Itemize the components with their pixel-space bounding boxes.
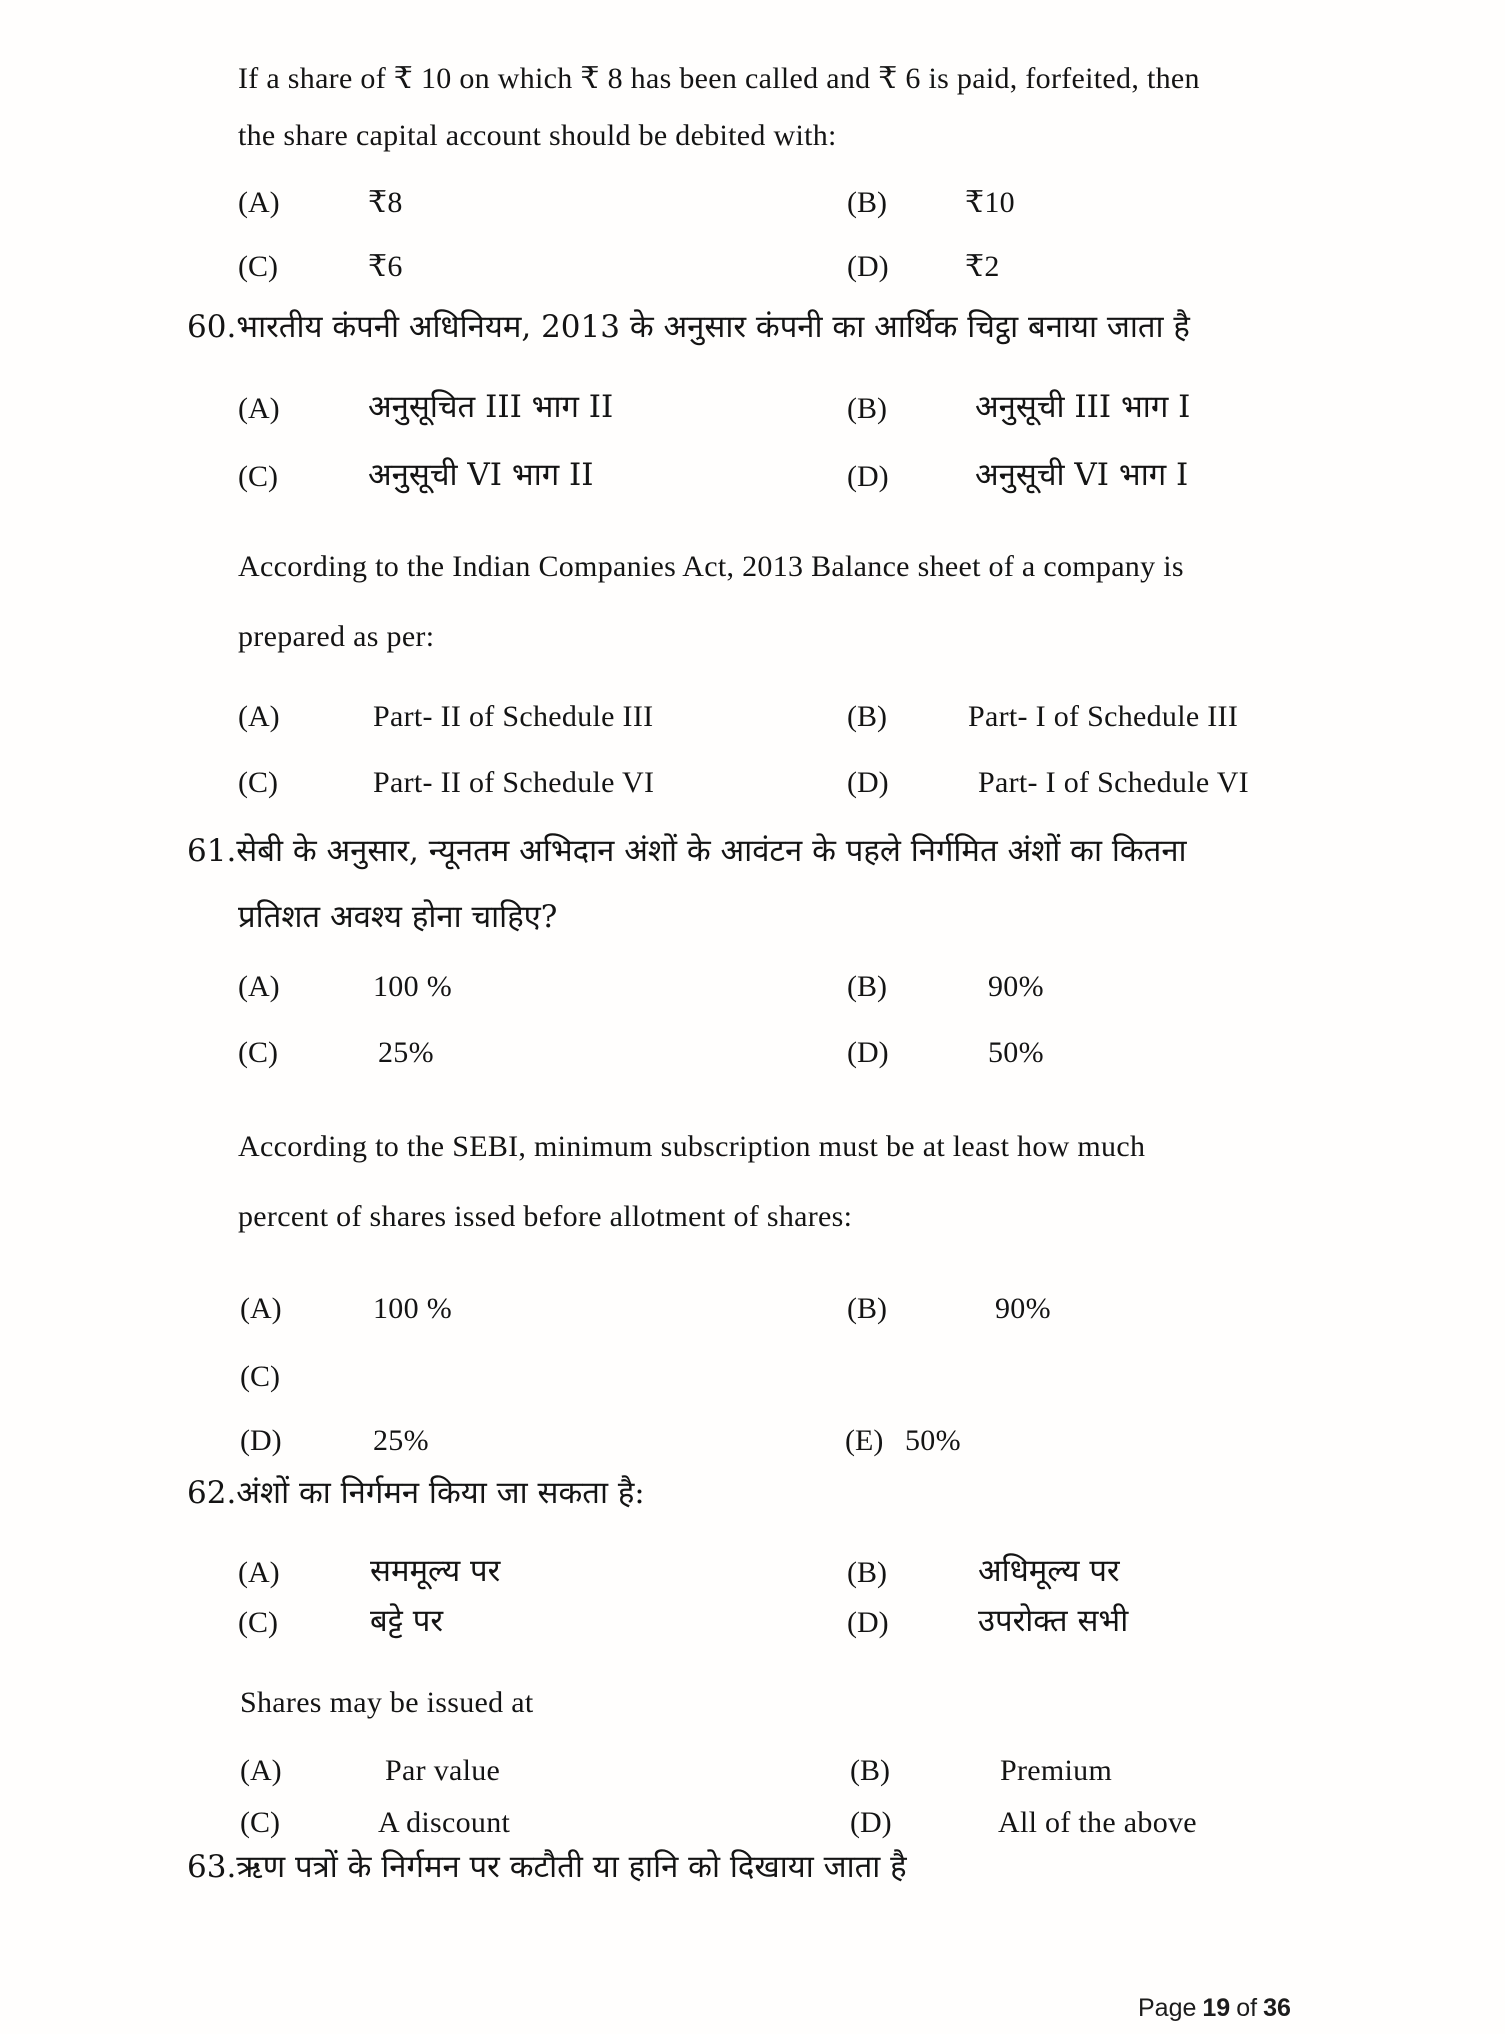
option-label: (B) — [847, 186, 887, 219]
option-value: अनुसूची VI भाग I — [975, 457, 1189, 493]
option-value: All of the above — [998, 1806, 1197, 1839]
page-footer — [1138, 1994, 1291, 2023]
total-pages: 36 — [1263, 1994, 1291, 2022]
question-60-english-line-2: prepared as per: — [238, 620, 435, 653]
question-62-english-text: Shares may be issued at — [240, 1686, 534, 1719]
option-label: (C) — [238, 1036, 278, 1069]
question-62-text: 62.अंशों का निर्गमन किया जा सकता है: — [187, 1475, 645, 1511]
option-label: (B) — [847, 392, 887, 425]
option-value: ₹10 — [965, 186, 1015, 219]
of-label: of — [1236, 1994, 1258, 2022]
option-label: (B) — [847, 970, 887, 1003]
option-label: (C) — [238, 766, 278, 799]
option-label: (D) — [847, 1606, 889, 1639]
option-value: Premium — [1000, 1754, 1113, 1787]
option-label: (C) — [238, 250, 278, 283]
question-60-english-line-1: According to the Indian Companies Act, 2013 Balance sheet of a company is — [238, 550, 1184, 583]
option-value: अधिमूल्य पर — [978, 1553, 1120, 1589]
option-label: (C) — [240, 1360, 280, 1393]
option-value: 90% — [995, 1292, 1051, 1325]
option-value: Part- I of Schedule VI — [978, 766, 1249, 799]
option-value: 50% — [905, 1424, 961, 1457]
option-value: 25% — [378, 1036, 434, 1069]
option-label: (B) — [847, 1292, 887, 1325]
option-label: (D) — [240, 1424, 282, 1457]
option-value: 25% — [373, 1424, 429, 1457]
option-value: Part- I of Schedule III — [968, 700, 1239, 733]
option-label: (D) — [850, 1806, 892, 1839]
option-value: 100 % — [373, 1292, 452, 1325]
option-value: सममूल्य पर — [370, 1553, 501, 1589]
option-label: (D) — [847, 1036, 889, 1069]
option-value: Part- II of Schedule VI — [373, 766, 655, 799]
option-value: Par value — [385, 1754, 501, 1787]
question-61-english-line-2: percent of shares issed before allotment of shares: — [238, 1200, 853, 1233]
option-label: (A) — [238, 970, 280, 1003]
question-60-text: 60.भारतीय कंपनी अधिनियम, 2013 के अनुसार कंपनी का आर्थिक चिट्ठा बनाया जाता है — [187, 309, 1190, 345]
option-label: (D) — [847, 766, 889, 799]
option-label: (A) — [238, 1556, 280, 1589]
option-value: A discount — [378, 1806, 511, 1839]
page-number: 19 — [1202, 1994, 1231, 2022]
option-value: उपरोक्त सभी — [978, 1603, 1129, 1639]
option-value: 50% — [988, 1036, 1044, 1069]
question-59-text-line-1: If a share of ₹ 10 on which ₹ 8 has been called and ₹ 6 is paid, forfeited, then — [238, 62, 1200, 95]
option-value: बट्टे पर — [370, 1603, 444, 1639]
option-label: (A) — [238, 700, 280, 733]
question-61-text-line-1: 61.सेबी के अनुसार, न्यूनतम अभिदान अंशों के आवंटन के पहले निर्गमित अंशों का कितना — [187, 833, 1187, 869]
question-61-text-line-2: प्रतिशत अवश्य होना चाहिए? — [238, 899, 558, 935]
option-value: ₹2 — [965, 250, 1000, 283]
option-value: ₹8 — [368, 186, 403, 219]
option-label: (B) — [847, 700, 887, 733]
option-value: अनुसूची VI भाग II — [368, 457, 594, 493]
page-label: Page — [1138, 1994, 1197, 2022]
option-label: (B) — [850, 1754, 890, 1787]
option-value: अनुसूचित III भाग II — [368, 389, 614, 425]
option-label: (A) — [240, 1754, 282, 1787]
option-label: (C) — [240, 1806, 280, 1839]
question-63-text: 63.ऋण पत्रों के निर्गमन पर कटौती या हानि को दिखाया जाता है — [187, 1849, 907, 1885]
option-label: (D) — [847, 460, 889, 493]
option-value: ₹6 — [368, 250, 403, 283]
option-label: (B) — [847, 1556, 887, 1589]
option-value: 90% — [988, 970, 1044, 1003]
option-value: Part- II of Schedule III — [373, 700, 654, 733]
option-label: (A) — [238, 392, 280, 425]
option-label: (C) — [238, 460, 278, 493]
option-label: (D) — [847, 250, 889, 283]
question-61-english-line-1: According to the SEBI, minimum subscription must be at least how much — [238, 1130, 1146, 1163]
option-label: (E) — [845, 1424, 884, 1457]
option-label: (A) — [238, 186, 280, 219]
option-value: 100 % — [373, 970, 452, 1003]
option-label: (C) — [238, 1606, 278, 1639]
question-59-text-line-2: the share capital account should be debited with: — [238, 119, 837, 152]
option-label: (A) — [240, 1292, 282, 1325]
option-value: अनुसूची III भाग I — [975, 389, 1191, 425]
